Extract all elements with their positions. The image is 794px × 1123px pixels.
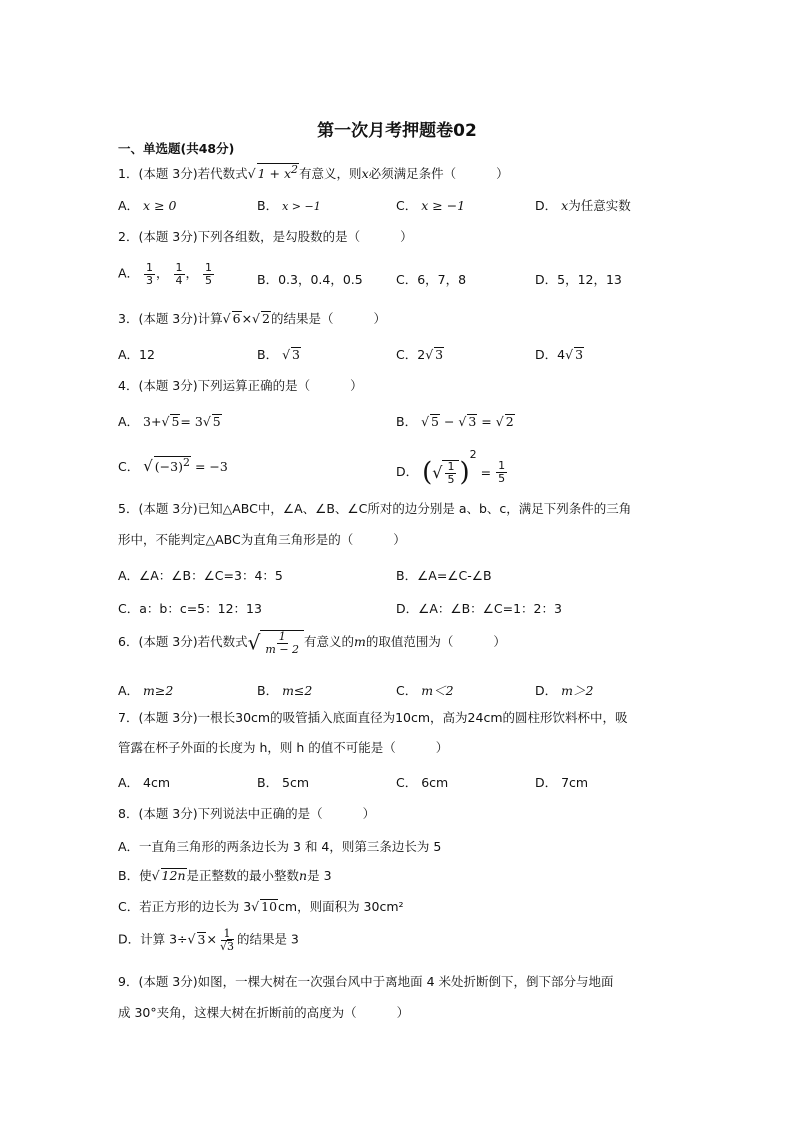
q6-close-paren: ） [493, 634, 506, 650]
q5-close-paren: ） [393, 532, 406, 547]
sqrt-symbol: √ [252, 311, 261, 326]
option-text: x ≥ −1 [421, 198, 466, 213]
option-label: A． [118, 265, 140, 281]
q1-option-b[interactable] [257, 196, 321, 214]
denominator: m − 2 [265, 642, 300, 656]
denominator: 5 [447, 472, 455, 486]
option-text: C．2 [396, 347, 426, 362]
q6-option-d[interactable] [535, 681, 593, 699]
option-text: D．计算 3÷ [118, 931, 188, 947]
q3-close-paren: ） [373, 311, 386, 326]
q8-option-b[interactable] [118, 866, 332, 884]
q7-option-a[interactable]: A． 4cm [118, 775, 171, 790]
option-text: 的结果是 3 [236, 931, 299, 947]
q5-option-c[interactable]: C．a：b：c=5：12：13 [118, 601, 262, 616]
q7-text: 管露在杯子外面的长度为 h，则 h 的值不可能是（ [118, 740, 396, 755]
radicand [260, 630, 304, 655]
option-label: B． [257, 683, 279, 698]
numerator: 1 [205, 261, 213, 274]
q1-text-c: 必须满足条件（ [368, 166, 457, 182]
option-text: x > −1 [282, 200, 321, 213]
q5-text: 形中，不能判定△ABC为直角三角形是的（ [118, 532, 354, 547]
option-text: x ≥ 0 [143, 198, 177, 213]
option-label: D． [535, 198, 558, 213]
q2-option-d[interactable]: D．5，12，13 [535, 272, 622, 287]
q1-option-d[interactable] [535, 196, 631, 214]
option-label: C． [396, 198, 418, 213]
option-text: 为任意实数 [568, 198, 631, 213]
q5-option-a[interactable]: A．∠A：∠B：∠C=3：4：5 [118, 568, 283, 583]
q4-close-paren: ） [350, 378, 363, 393]
q4-option-c[interactable] [118, 456, 228, 475]
question-3-stem [118, 309, 386, 327]
q3-text-a: 3．(本题 3分)计算 [118, 311, 223, 326]
q8-option-a[interactable]: A．一直角三角形的两条边长为 3 和 4，则第三条边长为 5 [118, 839, 442, 854]
separator: ， [156, 265, 169, 281]
fraction [496, 460, 507, 484]
question-9-line2 [118, 1003, 409, 1021]
radicand: 10 [261, 899, 278, 914]
radicand: 5 [171, 414, 180, 429]
q1-text-b: 有意义，则 [299, 166, 362, 182]
sqrt-symbol: √ [425, 347, 434, 362]
question-2-stem [118, 227, 413, 245]
option-label: C． [396, 683, 418, 698]
fraction [445, 461, 456, 485]
radicand: 5 [431, 414, 439, 429]
q8-option-c[interactable] [118, 897, 404, 915]
fraction [218, 928, 236, 952]
option-label: B． [257, 347, 279, 362]
question-1-stem [118, 163, 509, 182]
q6-option-a[interactable] [118, 681, 173, 699]
option-label: B． [396, 414, 418, 429]
q3-option-b[interactable] [257, 345, 301, 363]
q1-exponent: 2 [291, 163, 299, 176]
q2-close-paren: ） [400, 229, 413, 244]
equals-sign: = [476, 465, 496, 480]
option-text: = −3 [190, 459, 228, 475]
sqrt-symbol: √ [421, 414, 430, 429]
numerator: 1 [498, 459, 506, 473]
option-text: m≤2 [282, 683, 313, 698]
q9-text: 成 30°夹角，这棵大树在折断前的高度为（ [118, 1005, 357, 1020]
q1-radicand [257, 163, 299, 181]
q8-close-paren: ） [362, 806, 376, 821]
q1-text-a: 1．(本题 3分)若代数式 [118, 166, 248, 182]
q8-text: 8．(本题 3分)下列说法中正确的是（ [118, 806, 323, 821]
exponent: 2 [182, 456, 190, 469]
separator: ， [185, 265, 199, 281]
q6-text-a: 6．(本题 3分)若代数式 [118, 634, 248, 650]
option-text: B．使 [118, 868, 152, 883]
q2-text: 2．(本题 3分)下列各组数，是勾股数的是（ [118, 229, 361, 244]
q7-option-c[interactable]: C． 6cm [396, 775, 449, 790]
left-paren: ( [422, 457, 433, 488]
option-text: 是 3 [307, 868, 332, 883]
minus-sign: − [439, 414, 459, 429]
q3-option-d[interactable] [535, 345, 584, 363]
q4-option-b[interactable] [396, 412, 515, 430]
q5-option-d[interactable]: D．∠A：∠B：∠C=1：2：3 [396, 601, 562, 616]
denominator: 3 [146, 273, 154, 287]
option-var: n [299, 868, 308, 883]
option-text: 3+ [143, 414, 162, 429]
q1-radicand-text: 1 + x [257, 166, 292, 182]
exponent: 2 [469, 448, 477, 461]
sqrt-symbol: √ [143, 457, 153, 476]
sqrt-symbol: √ [202, 414, 211, 429]
fraction [144, 262, 155, 286]
radicand: 3 [292, 347, 300, 362]
radicand [154, 456, 191, 474]
times-sign: × [206, 931, 217, 947]
q2-option-a[interactable] [118, 262, 215, 286]
option-label: D． [535, 683, 558, 698]
question-7-line1: 7．(本题 3分)一根长30cm的吸管插入底面直径为10cm，高为24cm的圆柱形饮料杯中，吸 [118, 710, 628, 725]
question-7-line2 [118, 738, 448, 756]
q3-text-b: 的结果是（ [270, 311, 334, 326]
option-label: A． [118, 414, 140, 429]
radicand: 12n [161, 868, 186, 883]
denominator: 5 [205, 273, 213, 287]
denominator: 5 [498, 472, 506, 485]
sqrt-symbol: √ [495, 414, 504, 429]
q6-var: m [354, 634, 366, 650]
page-title: 第一次月考押题卷02 [317, 121, 477, 141]
q1-option-c[interactable] [396, 196, 465, 214]
fraction [203, 262, 214, 286]
sqrt-symbol: √ [565, 347, 574, 362]
question-5-line2 [118, 530, 406, 548]
radicand: 2 [505, 414, 514, 429]
q1-option-a[interactable] [118, 196, 176, 214]
q1-close-paren: ） [496, 166, 509, 182]
q3-option-a[interactable]: A．12 [118, 347, 155, 362]
option-text: 是正整数的最小整数 [186, 868, 300, 883]
radicand: 3 [226, 939, 234, 953]
question-8-stem [118, 804, 375, 822]
numerator: 1 [175, 261, 183, 274]
option-var: x [561, 198, 569, 213]
option-text: D．4 [535, 347, 566, 362]
q7-close-paren: ） [435, 740, 449, 755]
sqrt-symbol: √ [432, 463, 443, 482]
q2-option-b[interactable]: B．0.3，0.4，0.5 [257, 272, 363, 287]
q7-option-b[interactable]: B． 5cm [257, 775, 310, 790]
radicand: 3 [197, 931, 206, 947]
sqrt-symbol: √ [247, 166, 256, 182]
sqrt-symbol: √ [151, 868, 160, 883]
q4-option-d[interactable] [396, 448, 508, 488]
question-9-line1: 9．(本题 3分)如图，一棵大树在一次强台风中于离地面 4 米处折断倒下，倒下部分与地面 [118, 974, 614, 989]
radicand: 6 [232, 311, 241, 326]
numerator: 1 [278, 630, 286, 643]
sqrt-symbol: √ [458, 414, 467, 429]
q2-option-c[interactable]: C．6，7，8 [396, 272, 467, 287]
option-text: C．若正方形的边长为 3 [118, 899, 252, 914]
radicand [442, 460, 459, 485]
denominator: 4 [175, 273, 183, 287]
sqrt-symbol: √ [282, 347, 291, 362]
sqrt-symbol: √ [219, 939, 227, 953]
q3-option-c[interactable] [396, 345, 444, 363]
sqrt-symbol: √ [161, 414, 170, 429]
q8-option-d[interactable] [118, 928, 299, 952]
sqrt-symbol: √ [222, 311, 231, 326]
sqrt-symbol: √ [187, 931, 196, 947]
times-sign: × [241, 311, 253, 326]
radicand: 5 [212, 414, 221, 429]
option-text: m≥2 [143, 683, 174, 698]
sqrt-symbol: √ [247, 630, 261, 655]
radicand: 3 [575, 347, 584, 362]
fraction [174, 262, 185, 286]
radicand: 3 [435, 347, 444, 362]
option-text: m＜2 [421, 683, 454, 698]
numerator: 1 [223, 927, 231, 940]
q6-option-b[interactable] [257, 681, 312, 699]
question-4-stem [118, 376, 363, 394]
q6-text-b: 有意义的 [304, 634, 355, 650]
radicand: 2 [262, 311, 270, 326]
option-text: cm，则面积为 30cm² [278, 899, 404, 914]
numerator: 1 [146, 261, 154, 274]
q6-text-c: 的取值范围为（ [365, 634, 454, 650]
option-text: = 3 [180, 414, 203, 429]
radicand: 3 [468, 414, 477, 429]
radicand-text: (−3) [154, 459, 183, 475]
question-5-line1: 5．(本题 3分)已知△ABC中，∠A、∠B、∠C所对的边分别是 a、b、c，满足下列条件的三角 [118, 501, 632, 516]
right-paren: ) [459, 457, 470, 488]
option-text: m＞2 [561, 683, 594, 698]
q1-var: x [361, 166, 369, 182]
option-label: A． [118, 683, 140, 698]
question-6-stem [118, 630, 506, 655]
q7-option-d[interactable]: D． 7cm [535, 775, 589, 790]
q9-close-paren: ） [396, 1005, 410, 1020]
option-label: A． [118, 198, 140, 213]
denominator [218, 941, 236, 953]
option-label: B． [257, 198, 279, 213]
q4-option-a[interactable] [118, 412, 222, 430]
option-label: C． [118, 459, 140, 475]
numerator: 1 [447, 459, 455, 473]
fraction [263, 631, 301, 655]
q4-text: 4．(本题 3分)下列运算正确的是（ [118, 378, 311, 393]
equals-sign: = [477, 414, 496, 429]
section-heading: 一、单选题(共48分) [118, 141, 235, 156]
sqrt-symbol: √ [251, 899, 260, 914]
option-label: D． [396, 464, 419, 479]
q5-option-b[interactable]: B．∠A=∠C-∠B [396, 568, 492, 583]
q6-option-c[interactable] [396, 681, 454, 699]
